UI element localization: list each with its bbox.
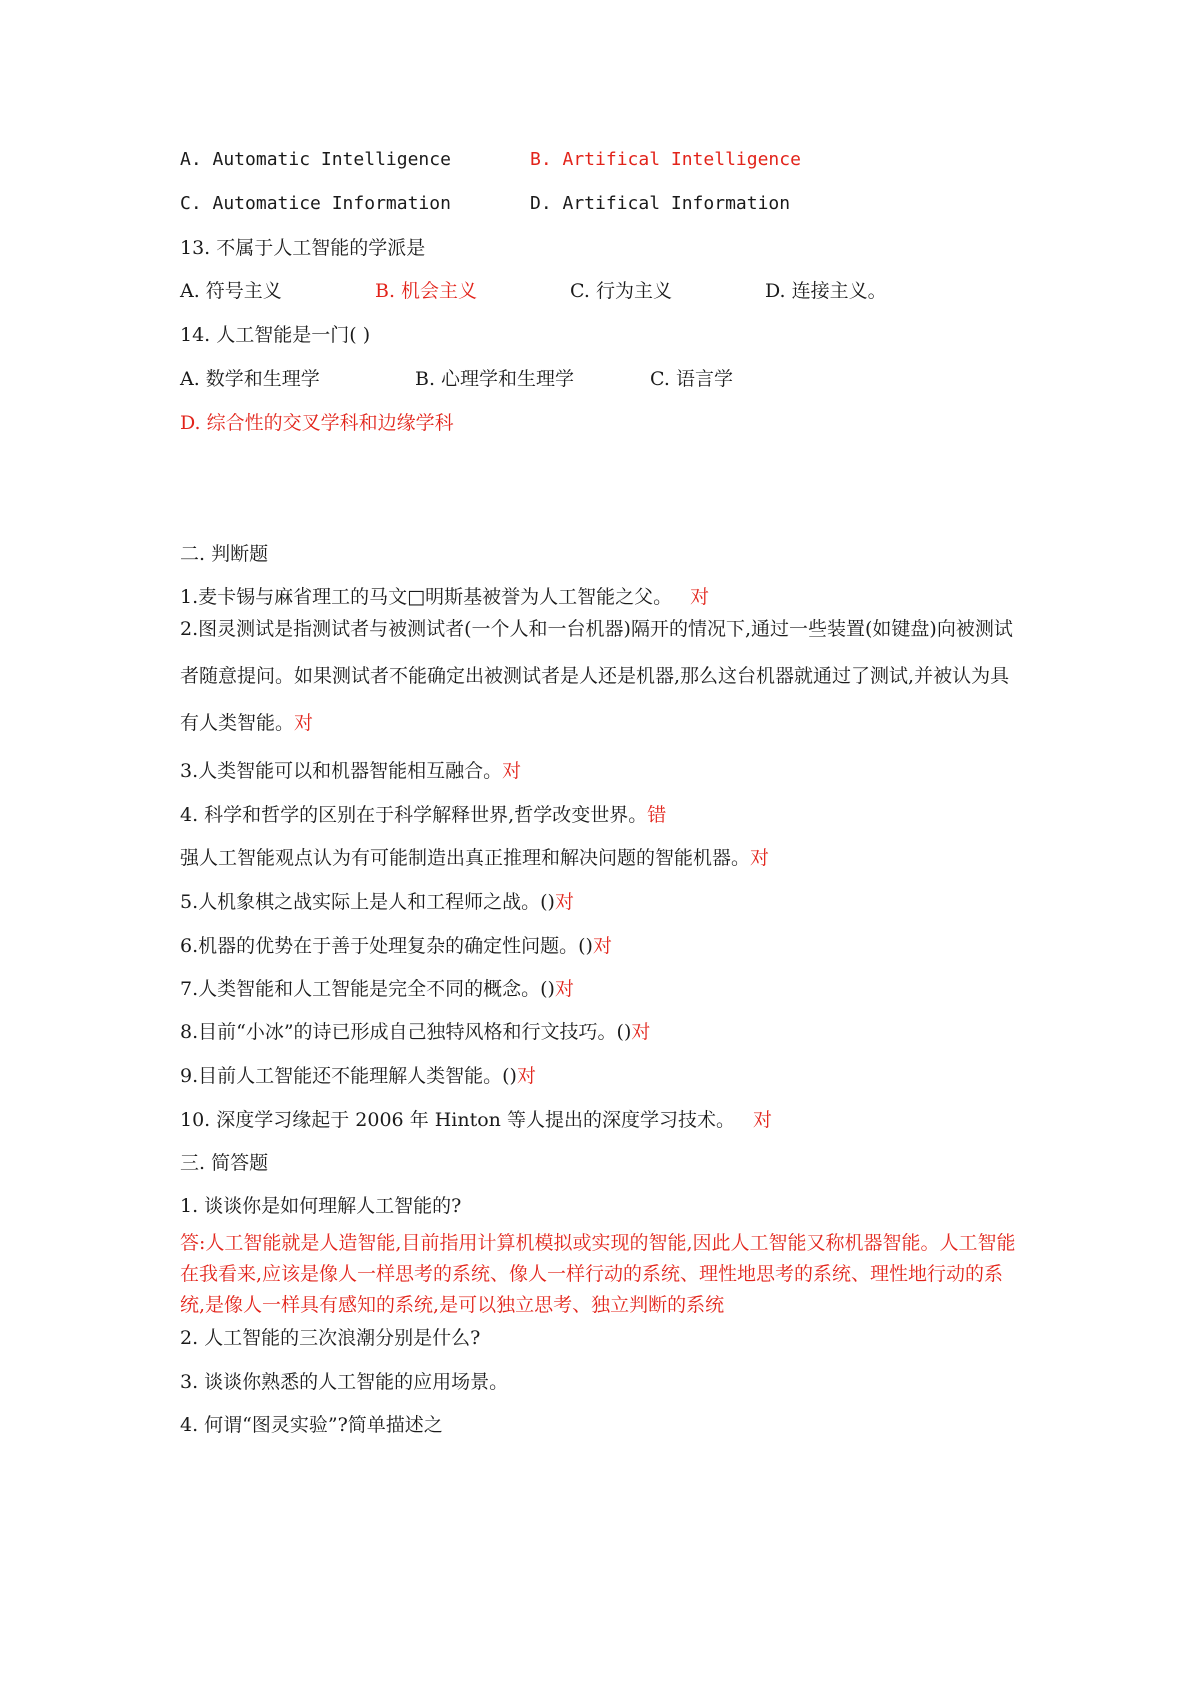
tf-answer: 对 [631, 1021, 651, 1043]
tf-answer: 对 [752, 1109, 772, 1131]
q14-option-d-correct: D. 综合性的交叉学科和边缘学科 [180, 412, 454, 434]
tf-item-6: 6.机器的优势在于善于处理复杂的确定性问题。()对 [180, 935, 612, 957]
q14-option-b: B. 心理学和生理学 [415, 368, 575, 390]
tf-answer: 对 [502, 760, 522, 782]
tf-answer: 对 [592, 935, 612, 957]
tf-answer: 对 [516, 1065, 536, 1087]
tf-item-1: 1.麦卡锡与麻省理工的马文□明斯基被誉为人工智能之父。 对 [180, 586, 710, 608]
tf-heading: 二. 判断题 [180, 543, 269, 565]
tf-item-strong-ai: 强人工智能观点认为有可能制造出真正推理和解决问题的智能机器。对 [180, 847, 770, 869]
tf-item-7: 7.人类智能和人工智能是完全不同的概念。()对 [180, 978, 574, 1000]
q14-option-a: A. 数学和生理学 [180, 368, 320, 390]
tf-answer: 错 [647, 804, 667, 826]
q13-option-c: C. 行为主义 [570, 280, 672, 302]
q13-option-b-correct: B. 机会主义 [375, 280, 478, 302]
tf-answer: 对 [554, 978, 574, 1000]
q12-option-a: A. Automatic Intelligence [180, 149, 451, 170]
tf-answer: 对 [294, 712, 314, 734]
sa-question-1: 1. 谈谈你是如何理解人工智能的? [180, 1195, 462, 1217]
tf-item-4: 4. 科学和哲学的区别在于科学解释世界,哲学改变世界。错 [180, 804, 667, 826]
q13-stem: 13. 不属于人工智能的学派是 [180, 237, 426, 259]
q14-option-c: C. 语言学 [650, 368, 733, 390]
sa-question-4: 4. 何谓“图灵实验”?简单描述之 [180, 1414, 443, 1436]
tf-answer: 对 [690, 586, 710, 608]
q12-option-b-correct: B. Artifical Intelligence [530, 149, 801, 170]
tf-item-3: 3.人类智能可以和机器智能相互融合。对 [180, 760, 522, 782]
q12-option-c: C. Automatice Information [180, 193, 451, 214]
tf-answer: 对 [554, 891, 574, 913]
tf-item-8: 8.目前“小冰”的诗已形成自己独特风格和行文技巧。()对 [180, 1021, 651, 1043]
tf-answer: 对 [750, 847, 770, 869]
q13-option-a: A. 符号主义 [180, 280, 282, 302]
sa-question-3: 3. 谈谈你熟悉的人工智能的应用场景。 [180, 1371, 509, 1393]
tf-item-2: 2.图灵测试是指测试者与被测试者(一个人和一台机器)隔开的情况下,通过一些装置(如键盘)向被测试者随意提问。如果测试者不能确定出被测试者是人还是机器,那么这台机器就通过了测试,并被认为具有人类智能。对 [180, 618, 1013, 734]
tf-item-9: 9.目前人工智能还不能理解人类智能。()对 [180, 1065, 536, 1087]
q14-stem: 14. 人工智能是一门( ) [180, 324, 371, 346]
sa-answer-1: 答:人工智能就是人造智能,目前指用计算机模拟或实现的智能,因此人工智能又称机器智能。人工智能在我看来,应该是像人一样思考的系统、像人一样行动的系统、理性地思考的系统、理性地行动的系统,是像人一样具有感知的系统,是可以独立思考、独立判断的系统 [180, 1232, 1016, 1316]
tf-item-10: 10. 深度学习缘起于 2006 年 Hinton 等人提出的深度学习技术。 对 [180, 1109, 772, 1131]
sa-heading: 三. 简答题 [180, 1152, 269, 1174]
q13-option-d: D. 连接主义。 [765, 280, 887, 302]
q12-option-d: D. Artifical Information [530, 193, 791, 214]
tf-item-5: 5.人机象棋之战实际上是人和工程师之战。()对 [180, 891, 574, 913]
sa-question-2: 2. 人工智能的三次浪潮分别是什么? [180, 1327, 481, 1349]
